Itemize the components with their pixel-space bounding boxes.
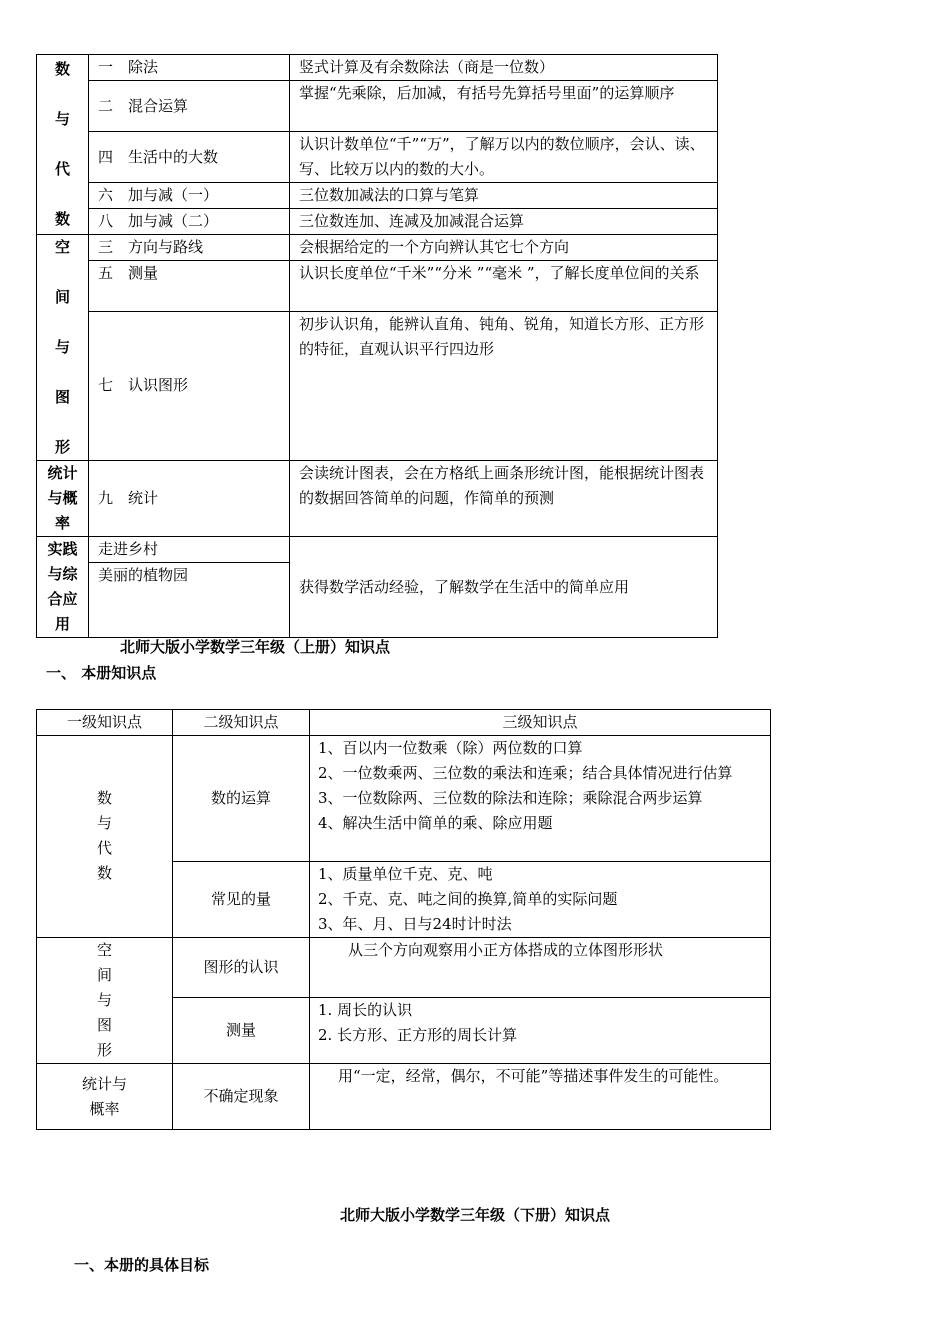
level3-uncertain: 用“一定，经常，偶尔，不可能”等描述事件发生的可能性。	[310, 1064, 771, 1130]
knowledge-table	[36, 709, 771, 1130]
cat-char: 代	[54, 160, 70, 178]
cat-char: 与	[54, 110, 70, 128]
unit-cell: 走进乡村	[89, 537, 290, 563]
title-upper: 北师大版小学数学三年级（上册）知识点	[120, 638, 391, 656]
level2-operations: 数的运算	[173, 736, 310, 862]
desc-cell: 认识长度单位“千米”“分米 ”“毫米 ”，了解长度单位间的关系	[290, 261, 718, 311]
cat-char: 与	[96, 814, 112, 832]
cat-char: 与	[96, 991, 112, 1009]
cat-char: 图	[54, 388, 70, 406]
unit-cell: 七 认识图形	[89, 311, 290, 460]
cat-char: 间	[54, 288, 70, 306]
title-lower: 北师大版小学数学三年级（下册）知识点	[340, 1206, 611, 1224]
cat-char: 概率	[89, 1099, 120, 1118]
cat-char: 空	[54, 238, 70, 256]
cat-char: 形	[54, 438, 70, 456]
list-item: 1. 周长的认识	[318, 1001, 413, 1019]
cat-char: 数	[54, 60, 70, 78]
desc-cell: 获得数学活动经验，了解数学在生活中的简单应用	[290, 537, 718, 638]
desc-cell: 认识计数单位“千”“万”，了解万以内的数位顺序，会认、读、写、比较万以内的数的大小。	[290, 132, 718, 183]
cat-char: 统计	[47, 464, 78, 482]
cat-char: 与概	[47, 489, 78, 507]
desc-cell: 竖式计算及有余数除法（商是一位数）	[290, 55, 718, 81]
cat-char: 间	[96, 966, 112, 984]
header-level2: 二级知识点	[173, 710, 310, 736]
header-level3: 三级知识点	[310, 710, 771, 736]
desc-cell: 三位数加减法的口算与笔算	[290, 183, 718, 209]
cat-char: 实践	[47, 540, 78, 558]
category-practice	[37, 537, 89, 638]
unit-cell: 一 除法	[89, 55, 290, 81]
list-item: 2. 长方形、正方形的周长计算	[318, 1026, 518, 1044]
cat-char: 空	[96, 941, 112, 959]
category-space-shape	[37, 235, 89, 461]
unit-cell: 六 加与减（一）	[89, 183, 290, 209]
desc-cell: 掌握“先乘除，后加减，有括号先算括号里面”的运算顺序	[290, 81, 718, 132]
level3-shapes: 从三个方向观察用小正方体搭成的立体图形形状	[310, 938, 771, 998]
list-item: 2、一位数乘两、三位数的乘法和连乘；结合具体情况进行估算	[318, 764, 733, 782]
category-number-algebra	[37, 55, 89, 235]
desc-cell: 会读统计图表，会在方格纸上画条形统计图，能根据统计图表的数据回答简单的问题，作简单的预测	[290, 461, 718, 537]
desc-cell: 会根据给定的一个方向辨认其它七个方向	[290, 235, 718, 261]
unit-cell: 四 生活中的大数	[89, 132, 290, 183]
level3-operations	[310, 736, 771, 862]
desc-cell: 初步认识角，能辨认直角、钝角、锐角，知道长方形、正方形的特征，直观认识平行四边形	[290, 311, 718, 460]
cat-char: 合应	[47, 590, 78, 608]
category-statistics	[37, 461, 89, 537]
unit-cell: 九 统计	[89, 461, 290, 537]
level2-shapes: 图形的认识	[173, 938, 310, 998]
cat-char: 数	[96, 789, 112, 807]
unit-cell: 美丽的植物园	[89, 563, 290, 638]
curriculum-table	[36, 54, 718, 638]
level2-uncertain: 不确定现象	[173, 1064, 310, 1130]
section-heading-2: 一、本册的具体目标	[74, 1256, 210, 1274]
list-item: 1、百以内一位数乘（除）两位数的口算	[318, 739, 583, 757]
unit-cell: 二 混合运算	[89, 81, 290, 132]
cat-char: 与	[54, 338, 70, 356]
cat-char: 数	[96, 864, 112, 882]
level3-measure	[310, 998, 771, 1064]
cat-char: 代	[96, 839, 112, 857]
list-item: 3、年、月、日与24时计时法	[318, 915, 512, 933]
list-item: 3、一位数除两、三位数的除法和连除；乘除混合两步运算	[318, 789, 703, 807]
cat-char: 用	[54, 615, 70, 633]
cat-char: 统计与	[81, 1074, 127, 1093]
cat-char: 数	[54, 210, 70, 228]
cat-char: 图	[96, 1016, 112, 1034]
header-level1: 一级知识点	[37, 710, 173, 736]
level1-number-algebra	[37, 736, 173, 938]
level2-measure: 测量	[173, 998, 310, 1064]
level2-quantities: 常见的量	[173, 862, 310, 938]
level1-space-shape	[37, 938, 173, 1064]
list-item: 4、解决生活中简单的乘、除应用题	[318, 814, 553, 832]
list-item: 1、质量单位千克、克、吨	[318, 865, 493, 883]
cat-char: 率	[54, 514, 70, 532]
unit-cell: 八 加与减（二）	[89, 209, 290, 235]
desc-cell: 三位数连加、连减及加减混合运算	[290, 209, 718, 235]
cat-char: 形	[96, 1041, 112, 1059]
unit-cell: 三 方向与路线	[89, 235, 290, 261]
section-heading: 一、 本册知识点	[46, 664, 157, 682]
cat-char: 与综	[47, 565, 78, 583]
unit-cell: 五 测量	[89, 261, 290, 311]
list-item: 2、千克、克、吨之间的换算,简单的实际问题	[318, 890, 618, 908]
level3-quantities	[310, 862, 771, 938]
level1-statistics	[37, 1064, 173, 1130]
